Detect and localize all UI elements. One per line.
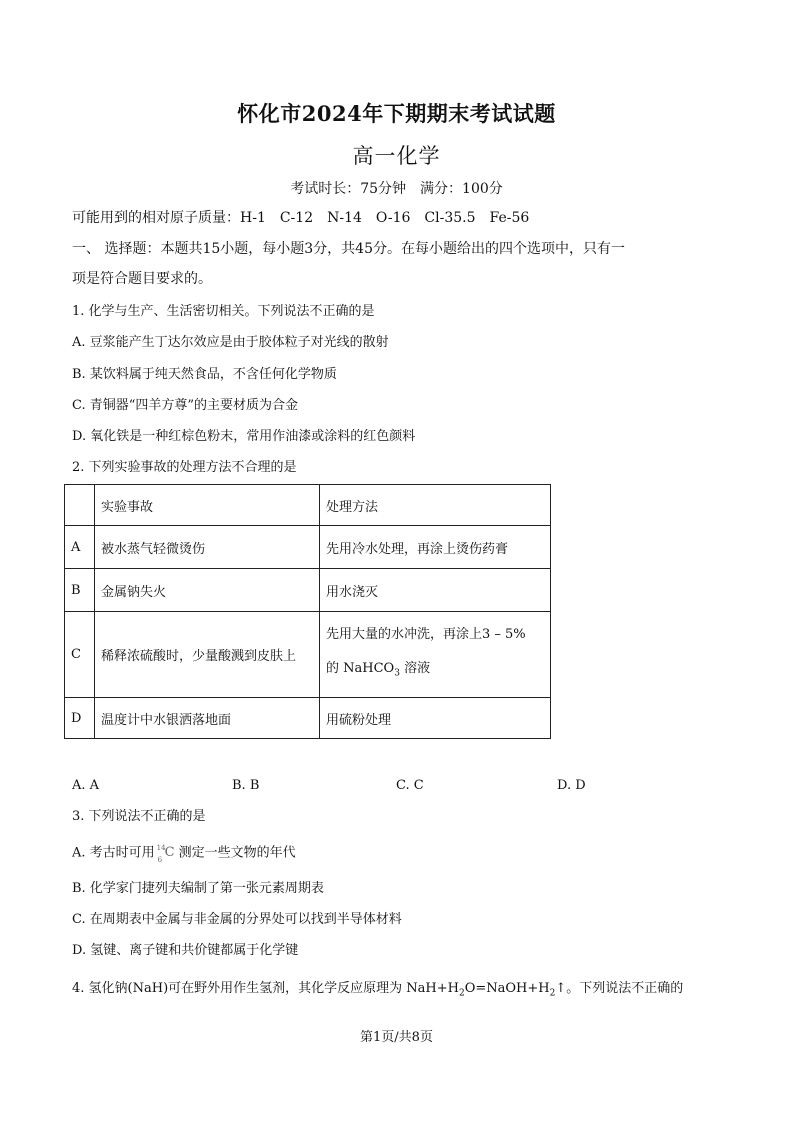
row-label: D: [65, 698, 95, 739]
table-row: [65, 612, 551, 698]
q4-stem-text: 4. 氢化钠(NaH)可在野外用作生氢剂，其化学反应原理为 NaH+H: [72, 981, 459, 996]
q2-option-d: D. D: [557, 778, 586, 793]
row-label: A: [65, 526, 95, 569]
q1-option-d: D. 氧化铁是一种红棕色粉末，常用作油漆或涂料的红色颜料: [72, 429, 416, 444]
table-row: [65, 698, 551, 739]
q2-option-c: C. C: [396, 778, 424, 793]
q3-stem: 3. 下列说法不正确的是: [72, 809, 206, 824]
q3-option-a: [72, 845, 296, 862]
q1-option-b: B. 某饮料属于纯天然食品，不含任何化学物质: [72, 367, 337, 382]
q1-stem: 1. 化学与生产、生活密切相关。下列说法不正确的是: [72, 304, 375, 319]
exam-subject: 高一化学: [352, 144, 441, 168]
method-text: 的 NaHCO: [326, 661, 395, 677]
q4-stem-text: ↑。下列说法不正确的: [555, 981, 684, 996]
q3-option-a-pre: A. 考古时可用: [72, 845, 155, 861]
subscript: 3: [394, 668, 400, 679]
q2-table: [64, 484, 551, 739]
table-header-row: [65, 485, 551, 526]
atomic-masses: 可能用到的相对原子质量：H-1 C-12 N-14 O-16 Cl-35.5 Fe-56: [72, 210, 530, 226]
q3-option-d: D. 氢键、离子键和共价键都属于化学键: [72, 943, 299, 958]
row-label: B: [65, 569, 95, 612]
row-accident: 被水蒸气轻微烫伤: [95, 526, 320, 569]
page-footer: 第1页/共8页: [360, 1030, 433, 1045]
row-label: C: [65, 612, 95, 698]
exam-info: 考试时长：75分钟 满分：100分: [290, 181, 503, 197]
row-method-line2: [326, 652, 544, 691]
row-method-line1: 先用大量的水冲洗，再涂上3 – 5%: [326, 627, 526, 643]
table-row: [65, 526, 551, 569]
section1-intro-line2: 项是符合题目要求的。: [72, 271, 212, 287]
q1-option-a: A. 豆浆能产生丁达尔效应是由于胶体粒子对光线的散射: [72, 335, 389, 350]
table-header-cell: 实验事故: [95, 485, 320, 526]
row-method: 用水浇灭: [320, 569, 551, 612]
q3-option-c: C. 在周期表中金属与非金属的分界处可以找到半导体材料: [72, 912, 402, 927]
row-method: 先用冷水处理，再涂上烫伤药膏: [320, 526, 551, 569]
row-accident: 金属钠失火: [95, 569, 320, 612]
table-header-cell: [65, 485, 95, 526]
q2-option-a: A. A: [72, 778, 100, 793]
q2-option-b: B. B: [232, 778, 260, 793]
table-header-cell: 处理方法: [320, 485, 551, 526]
section1-intro-line1: 一、 选择题：本题共15小题，每小题3分，共45分。在每小题给出的四个选项中，只有一: [72, 241, 625, 257]
isotope-element: C: [164, 845, 175, 860]
q4-stem-text: O=NaOH+H: [464, 981, 550, 996]
isotope-symbol: [155, 844, 179, 864]
q3-option-a-post: 测定一些文物的年代: [178, 845, 296, 861]
q3-option-b: B. 化学家门捷列夫编制了第一张元素周期表: [72, 881, 324, 896]
row-accident: 温度计中水银洒落地面: [95, 698, 320, 739]
table-row: [65, 569, 551, 612]
isotope-atomic-number: 6: [157, 856, 163, 864]
q4-stem: [72, 981, 683, 1002]
subscript: 2: [549, 988, 556, 999]
isotope-mass-number: 14: [156, 844, 166, 852]
q1-option-c: C. 青铜器“四羊方尊”的主要材质为合金: [72, 398, 299, 413]
method-text: 溶液: [399, 661, 431, 677]
row-accident: 稀释浓硫酸时，少量酸溅到皮肤上: [95, 612, 320, 698]
subscript: 2: [458, 988, 465, 999]
q2-stem: 2. 下列实验事故的处理方法不合理的是: [72, 460, 297, 475]
row-method: 用硫粉处理: [320, 698, 551, 739]
exam-title: 怀化市2024年下期期末考试试题: [237, 101, 556, 126]
row-method: [320, 612, 551, 698]
